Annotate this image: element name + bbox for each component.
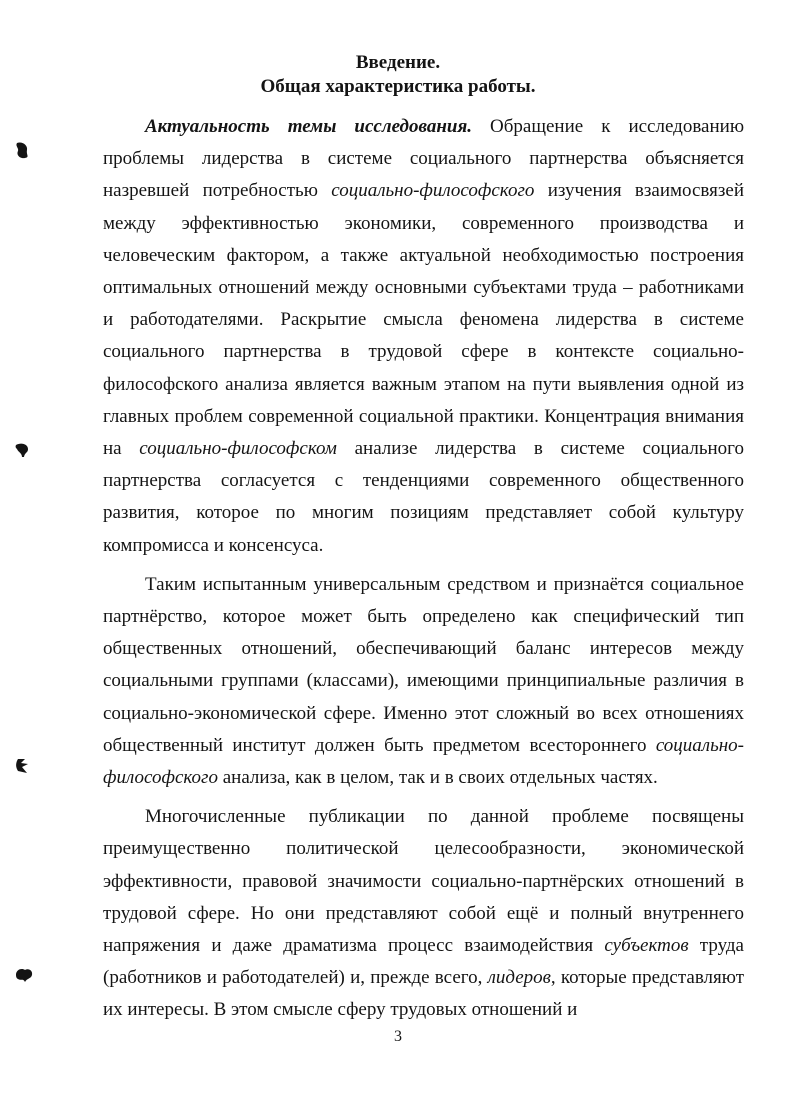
text-run: Таким испытанным универсальным средством и признаётся социальное партнёрство, которое может быть определено как специфический тип общественных отношений, обеспечивающий баланс интересов между социальными группами (классами), имеющими принципиальные различия в социально-экономической сфере. Именно этот сложный во всех отношениях общественный институт должен быть предметом всестороннего <box>103 573 744 756</box>
paragraph-publications <box>103 801 744 1026</box>
punch-hole-mark-icon <box>13 756 33 776</box>
emphasis: социально-философского <box>331 180 535 202</box>
text-run: Многочисленные публикации по данной проблеме посвящены преимущественно политической целесообразности, экономической эффективности, правовой значимости социально-партнёрских отношений в трудовой сфере. Но они представляют собой ещё и полный внутреннего напряжения и даже драматизма процесс взаимодействия <box>103 806 744 957</box>
emphasis: социально-философском <box>139 438 337 460</box>
heading-general-characteristics: Общая характеристика работы. <box>260 76 536 97</box>
lead-phrase: Актуальность темы исследования. <box>145 116 472 137</box>
text-run: труда (работников и работодателей) и, прежде всего, <box>103 935 744 989</box>
emphasis: субъектов <box>604 935 689 957</box>
punch-hole-mark-icon <box>13 140 33 160</box>
text-run: анализе лидерства в системе социального партнерства согласуется с тенденциями современного общественного развития, которое по многим позициям представляет собой культуру компромисса и консенсуса. <box>103 438 744 556</box>
page-number: 3 <box>394 1028 402 1045</box>
emphasis: социально-философского <box>103 734 744 789</box>
text-run: , которые представляют их интересы. В этом смысле сферу трудовых отношений и <box>103 967 745 1021</box>
text-run: изучения взаимосвязей между эффективностью экономики, современного производства и человеческим фактором, а также актуальной необходимостью построения оптимальных отношений между основными субъектами труда – работниками и работодателями. Раскрытие смысла феномена лидерства в системе социального партнерства в трудовой сфере в контексте социально-философского анализа является важным этапом на пути выявления одной из главных проблем современной социальной практики. Концентрация внимания на <box>103 180 744 460</box>
paragraph-relevance <box>103 111 744 562</box>
paragraph-social-partnership <box>103 569 744 794</box>
body-text <box>103 111 744 1027</box>
emphasis: лидеров <box>487 967 551 989</box>
punch-hole-mark-icon <box>13 440 33 460</box>
text-run: анализа, как в целом, так и в своих отдельных частях. <box>217 767 658 789</box>
punch-hole-mark-icon <box>13 966 33 986</box>
text-run: Обращение к исследованию проблемы лидерства в системе социального партнерства объясняется назревшей потребностью <box>103 116 745 202</box>
heading-introduction: Введение. <box>355 52 441 73</box>
